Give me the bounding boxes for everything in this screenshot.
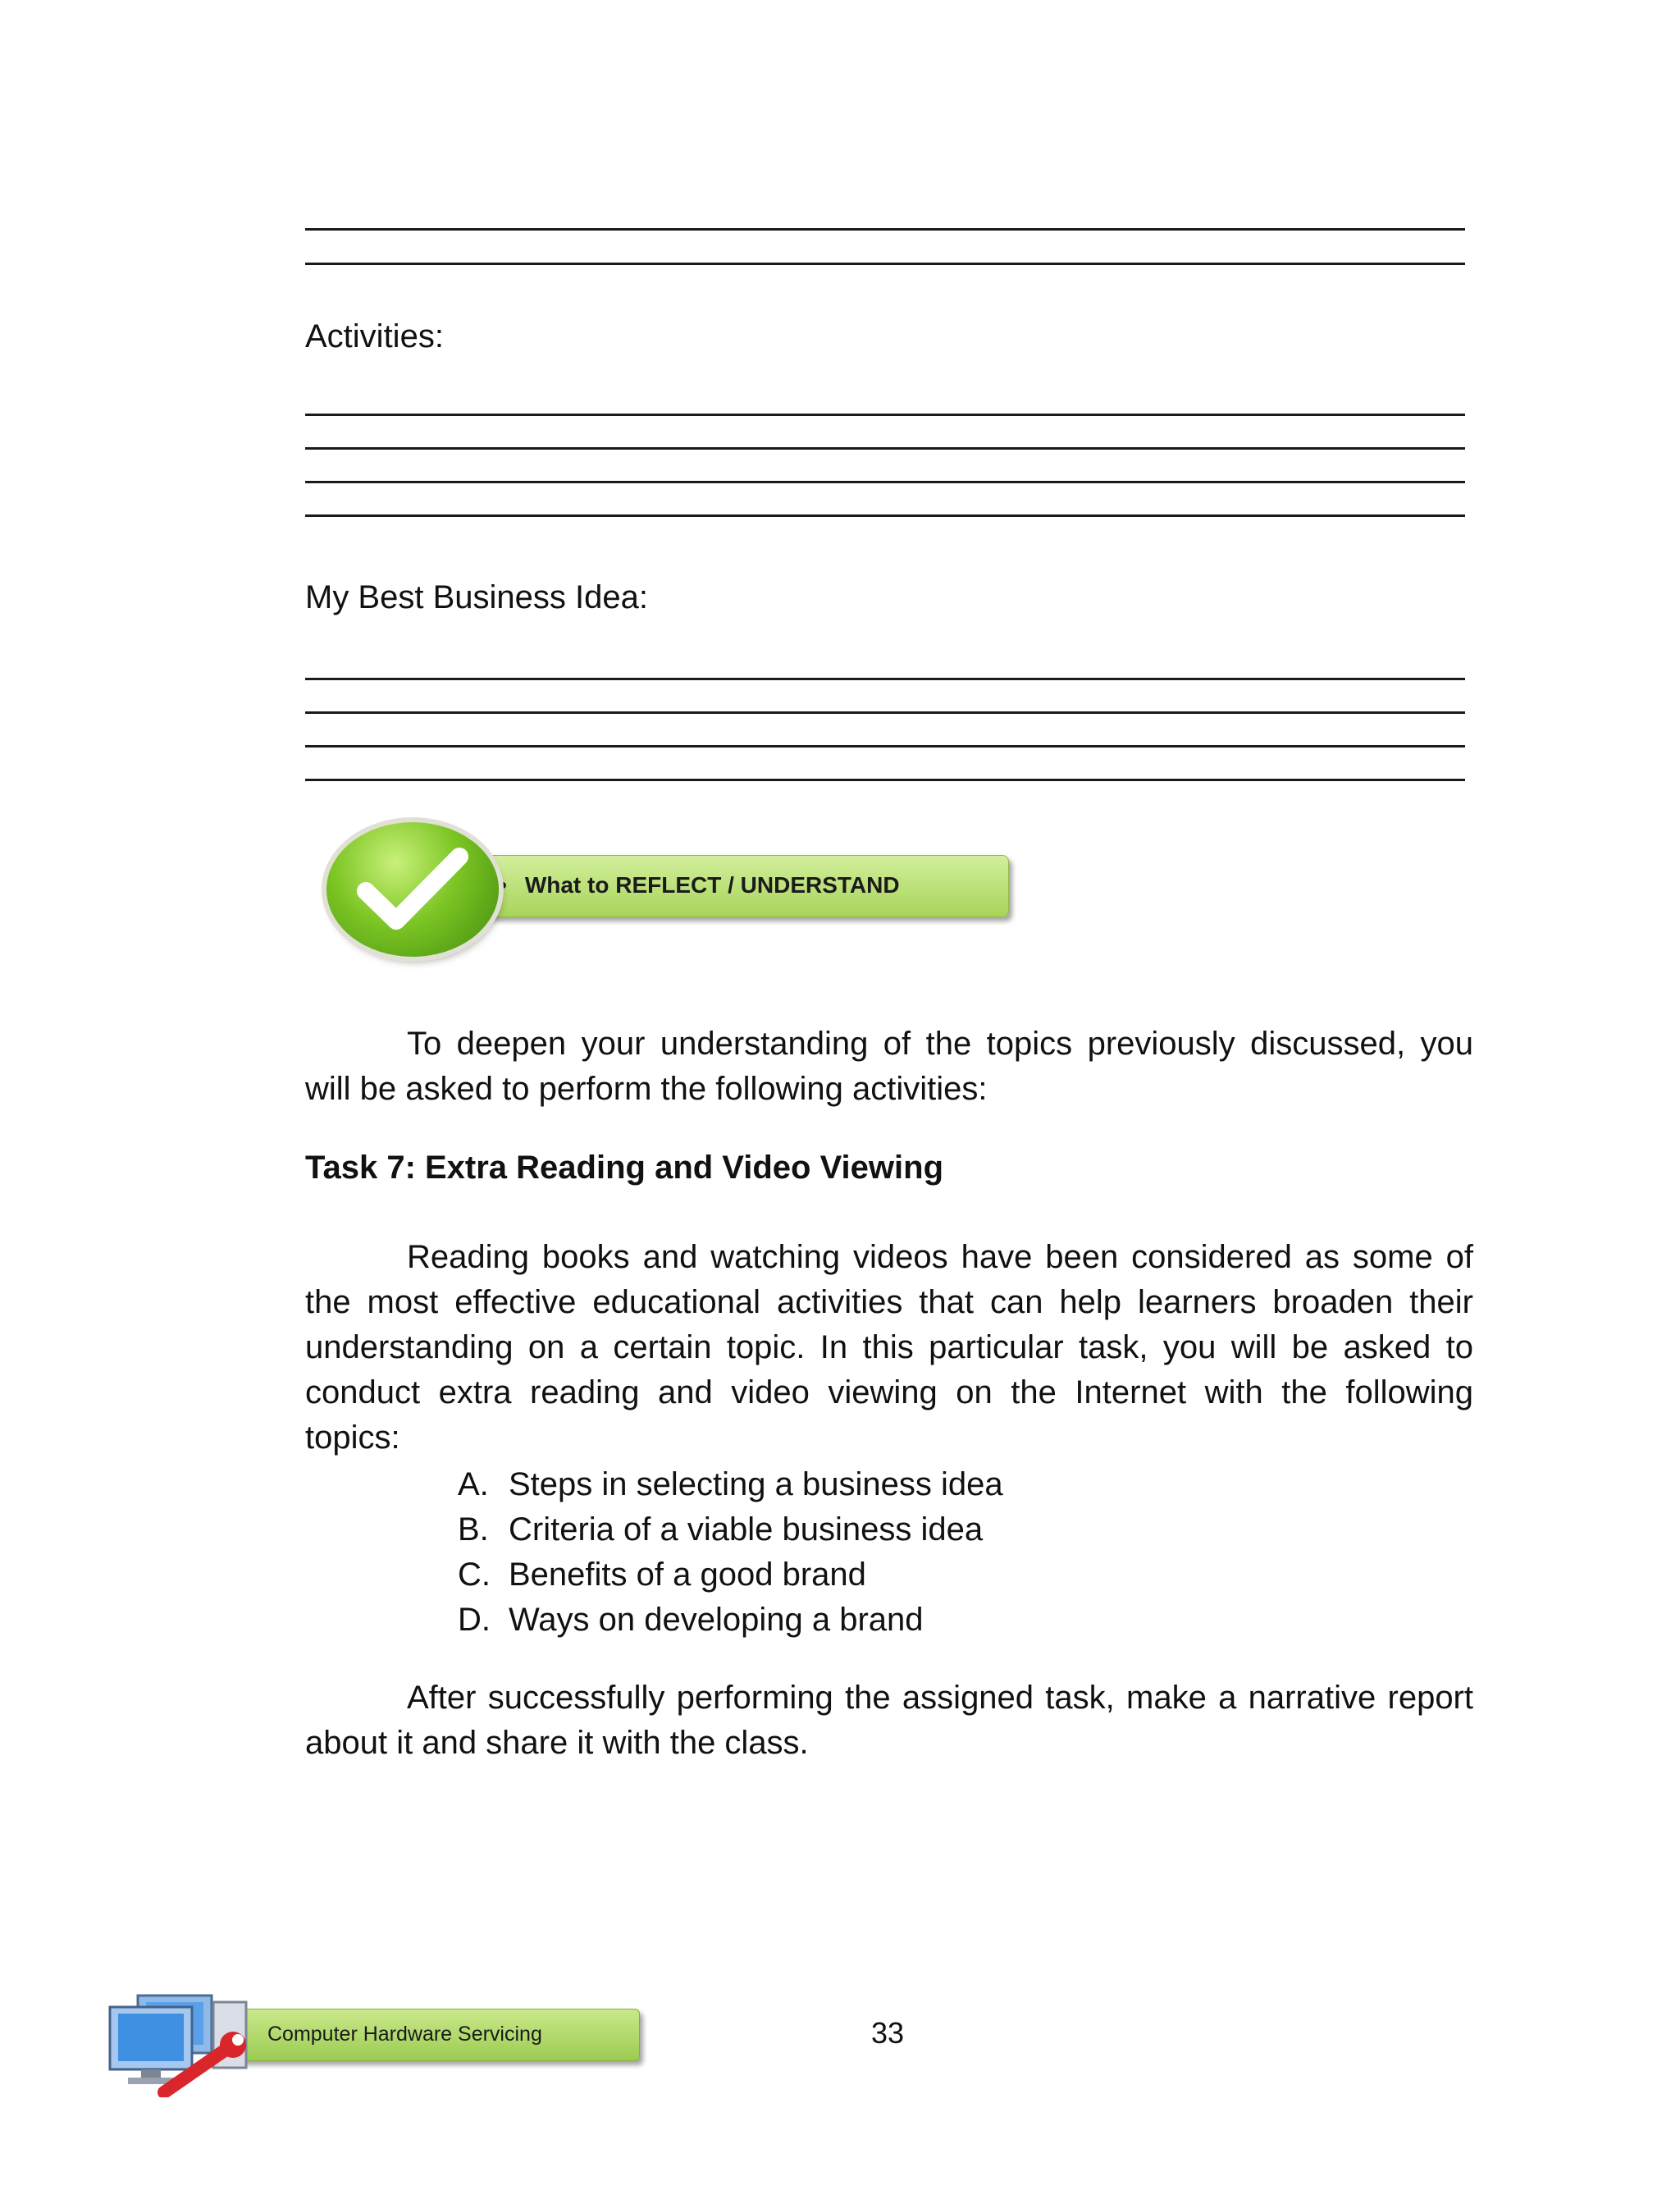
reflect-understand-banner <box>326 821 1016 968</box>
list-item: C. Benefits of a good brand <box>458 1557 866 1593</box>
intro-paragraph: To deepen your understanding of the topics previously discussed, you will be asked to perform the following activities: <box>305 1026 1473 1107</box>
answer-line <box>305 678 1465 680</box>
checkmark-icon <box>326 822 499 957</box>
banner-label <box>499 855 900 916</box>
closing-paragraph: After successfully performing the assigned task, make a narrative report about it and share it with the class. <box>305 1680 1473 1761</box>
list-item: D. Ways on developing a brand <box>458 1602 924 1638</box>
best-business-idea-label: My Best Business Idea: <box>305 579 648 615</box>
answer-line <box>305 481 1465 483</box>
topic-list <box>458 1462 1003 1643</box>
footer-logo-text: Computer Hardware Servicing <box>267 2023 542 2046</box>
answer-line <box>305 711 1465 714</box>
answer-line <box>305 414 1465 416</box>
page-number: 33 <box>871 2016 905 2050</box>
task-heading: Task 7: Extra Reading and Video Viewing <box>305 1150 944 1186</box>
task-paragraph: Reading books and watching videos have been considered as some of the most effective educational activities that can help learners broaden their understanding on a certain topic. In this particular task, you will be asked to conduct extra reading and video viewing on the Internet with the following topics: <box>305 1239 1473 1456</box>
answer-line <box>305 228 1465 231</box>
banner-bullet: • <box>499 872 507 898</box>
computer-wrench-icon <box>105 1991 277 2097</box>
answer-line <box>305 745 1465 748</box>
banner-text: What to REFLECT / UNDERSTAND <box>524 872 900 898</box>
answer-line <box>305 263 1465 265</box>
activities-label: Activities: <box>305 318 444 354</box>
list-item: B. Criteria of a viable business idea <box>458 1511 984 1548</box>
list-item: A. Steps in selecting a business idea <box>458 1466 1003 1502</box>
answer-line <box>305 447 1465 450</box>
answer-line <box>305 779 1465 781</box>
footer-logo <box>105 1991 646 2097</box>
answer-line <box>305 514 1465 517</box>
